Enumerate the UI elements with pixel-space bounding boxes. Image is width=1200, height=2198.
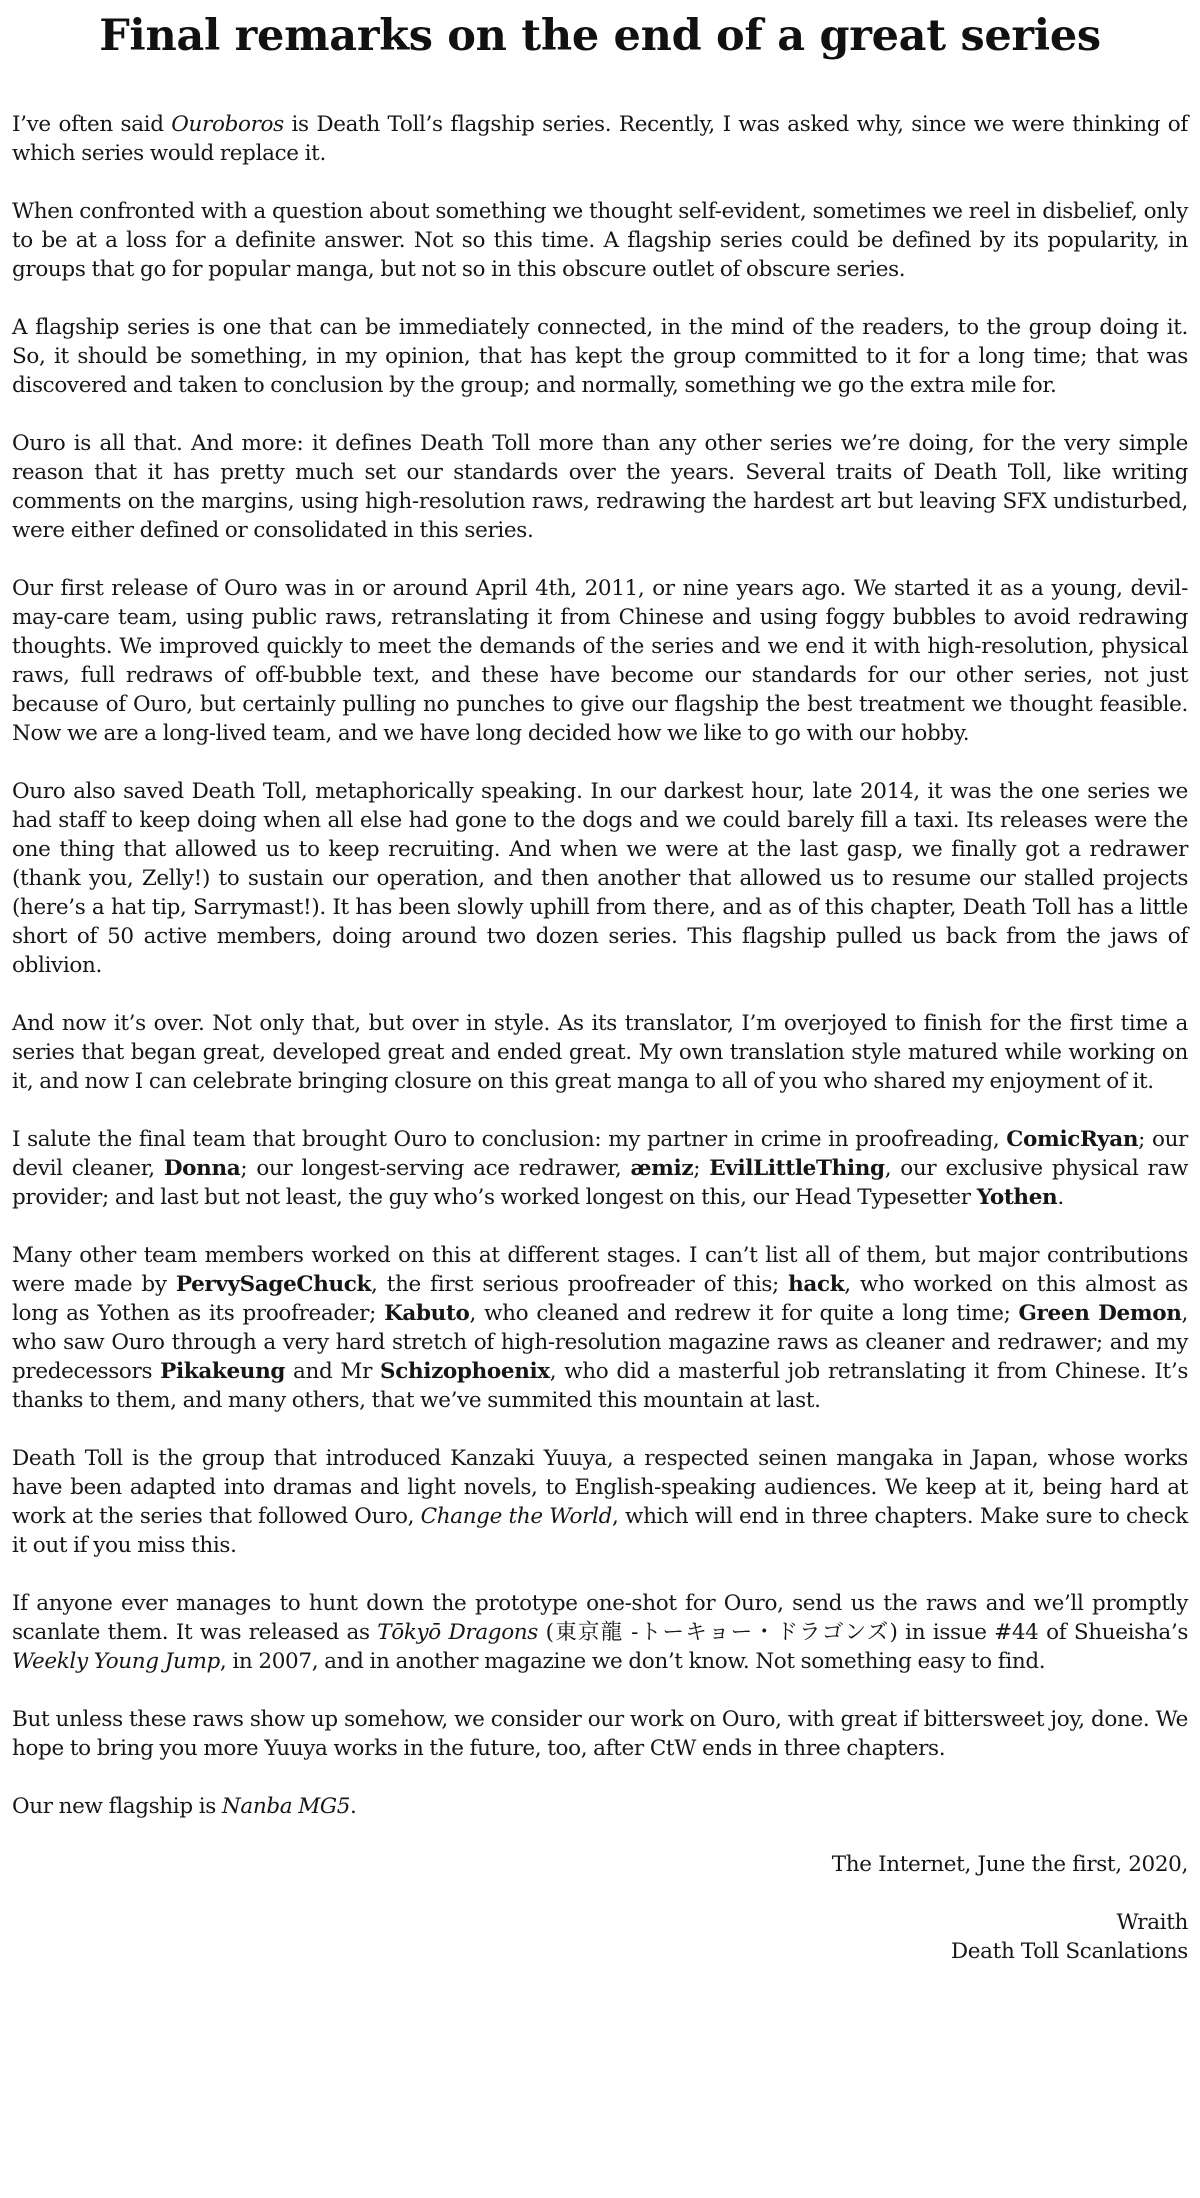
paragraph-text: Our new flagship is [12, 1794, 222, 1819]
paragraph-text: ; our longest-serving ace redrawer, [240, 1156, 631, 1181]
credited-name: Kabuto [384, 1301, 470, 1326]
credited-name: EvilLittleThing [709, 1156, 885, 1181]
credited-name: Donna [163, 1156, 241, 1181]
paragraph [12, 1241, 1188, 1415]
paragraph [12, 429, 1188, 545]
paragraph-text: A flagship series is one that can be immediately connected, in the mind of the readers, to the group doing it. So, it should be something, in my opinion, that has kept the group committed to it for a long time; that was discovered and taken to conclusion by the group; and normally, something we go the extra mile for. [12, 315, 1188, 398]
paragraph [12, 1589, 1188, 1676]
paragraph-text: I’ve often said [12, 112, 172, 137]
paragraph-text: , our exclusive physical raw provider; and last but not least, the guy who’s worked longest on this, our Head Typesetter [12, 1156, 1189, 1210]
document-page [12, 0, 1188, 1966]
credited-name: PervySageChuck [175, 1272, 372, 1297]
paragraph-text: , who worked on this almost as long as Yothen as its proofreader; [12, 1272, 1188, 1326]
work-title: Change the World [420, 1504, 612, 1529]
paragraph-text: If anyone ever manages to hunt down the prototype one-shot for Ouro, send us the raws and we’ll promptly scanlate them. It was released as [12, 1591, 1188, 1645]
credited-name: hack [788, 1272, 845, 1297]
paragraph [12, 574, 1188, 748]
signature-date-line: The Internet, June the first, 2020, [831, 1852, 1188, 1877]
paragraph-text: , who saw Ouro through a very hard stretch of high-resolution magazine raws as cleaner and redrawer; and my predecessors [12, 1301, 1188, 1384]
work-title: Tōkyō Dragons [377, 1620, 538, 1645]
paragraph-text: Ouro also saved Death Toll, metaphorically speaking. In our darkest hour, late 2014, it was the one series we had staff to keep doing when all else had gone to the dogs and we could barely fill a taxi. Its releases were the one thing that allowed us to keep recruiting. And when we were at the last gasp, we finally got a redrawer (thank you, Zelly!) to sustain our operation, and then another that allowed us to resume our stalled projects (here’s a hat tip, Sarrymast!). It has been slowly uphill from there, and as of this chapter, Death Toll has a little short of 50 active members, doing around two dozen series. This flagship pulled us back from the jaws of oblivion. [12, 779, 1188, 978]
paragraph-text: , in 2007, and in another magazine we don’t know. Not something easy to find. [219, 1649, 1046, 1674]
credited-name: Yothen [976, 1185, 1058, 1210]
paragraph-text: , the first serious proofreader of this; [371, 1272, 789, 1297]
paragraph-text: Ouro is all that. And more: it defines Death Toll more than any other series we’re doing, for the very simple reason that it has pretty much set our standards over the years. Several traits of Death Toll, like writing comments on the margins, using high-resolution raws, redrawing the hardest art but leaving SFX undisturbed, were either defined or consolidated in this series. [12, 431, 1188, 543]
paragraph-text: . [1057, 1185, 1064, 1210]
paragraph-text: ; [693, 1156, 710, 1181]
paragraph-text: But unless these raws show up somehow, we consider our work on Ouro, with great if bittersweet joy, done. We hope to bring you more Yuuya works in the future, too, after CtW ends in three chapters. [12, 1707, 1188, 1761]
article-body [12, 110, 1188, 1821]
paragraph-text: , who cleaned and redrew it for quite a long time; [469, 1301, 1019, 1326]
paragraph [12, 1125, 1188, 1212]
work-title: Weekly Young Jump [12, 1649, 220, 1674]
paragraph [12, 110, 1188, 168]
credited-name: æmiz [630, 1156, 694, 1181]
paragraph-text: and Mr [285, 1359, 381, 1384]
paragraph [12, 197, 1188, 284]
paragraph-text: is Death Toll’s flagship series. Recently, I was asked why, since we were thinking of which series would replace it. [12, 112, 1188, 166]
paragraph-text: , which will end in three chapters. Make sure to check it out if you miss this. [12, 1504, 1188, 1558]
paragraph [12, 1792, 1188, 1821]
signature-block [12, 1908, 1188, 1966]
signature-group: Death Toll Scanlations [950, 1939, 1188, 1964]
paragraph [12, 1705, 1188, 1763]
paragraph-text: Our first release of Ouro was in or around April 4th, 2011, or nine years ago. We started it as a young, devil-may-care team, using public raws, retranslating it from Chinese and using foggy bubbles to avoid redrawing thoughts. We improved quickly to meet the demands of the series and we end it with high-resolution, physical raws, full redraws of off-bubble text, and these have become our standards for our other series, not just because of Ouro, but certainly pulling no punches to give our flagship the best treatment we thought feasible. Now we are a long-lived team, and we have long decided how we like to go with our hobby. [12, 576, 1188, 746]
paragraph-text: , who did a masterful job retranslating it from Chinese. It’s thanks to them, and many others, that we’ve summited this mountain at last. [12, 1359, 1189, 1413]
paragraph [12, 313, 1188, 400]
work-title: Nanba MG5 [221, 1794, 351, 1819]
credited-name: ComicRyan [1006, 1127, 1139, 1152]
paragraph-text: Death Toll is the group that introduced Kanzaki Yuuya, a respected seinen mangaka in Japan, whose works have been adapted into dramas and light novels, to English-speaking audiences. We keep at it, being hard at work at the series that followed Ouro, [12, 1446, 1188, 1529]
paragraph-text: When confronted with a question about something we thought self-evident, sometimes we reel in disbelief, only to be at a loss for a definite answer. Not so this time. A flagship series could be defined by its popularity, in groups that go for popular manga, but not so in this obscure outlet of obscure series. [12, 199, 1188, 282]
paragraph [12, 1009, 1188, 1096]
paragraph-text: I salute the final team that brought Ouro to conclusion: my partner in crime in proofreading, [12, 1127, 1007, 1152]
signature-author: Wraith [1116, 1910, 1188, 1935]
paragraph-text: ; our devil cleaner, [12, 1127, 1188, 1181]
paragraph [12, 1444, 1188, 1560]
paragraph-text: Many other team members worked on this at different stages. I can’t list all of them, but major contributions were made by [12, 1243, 1188, 1297]
paragraph [12, 777, 1188, 980]
credited-name: Schizophoenix [380, 1359, 550, 1384]
credited-name: Pikakeung [160, 1359, 286, 1384]
paragraph-text: (東京龍 -トーキョー・ドラゴンズ) in issue #44 of Shueisha’s [537, 1620, 1189, 1645]
paragraph-text: . [350, 1794, 357, 1819]
page-title: Final remarks on the end of a great series [99, 11, 1101, 61]
credited-name: Green Demon [1018, 1301, 1182, 1326]
work-title: Ouroboros [171, 112, 284, 137]
paragraph-text: And now it’s over. Not only that, but over in style. As its translator, I’m overjoyed to finish for the first time a series that began great, developed great and ended great. My own translation style matured while working on it, and now I can celebrate bringing closure on this great manga to all of you who shared my enjoyment of it. [12, 1011, 1188, 1094]
